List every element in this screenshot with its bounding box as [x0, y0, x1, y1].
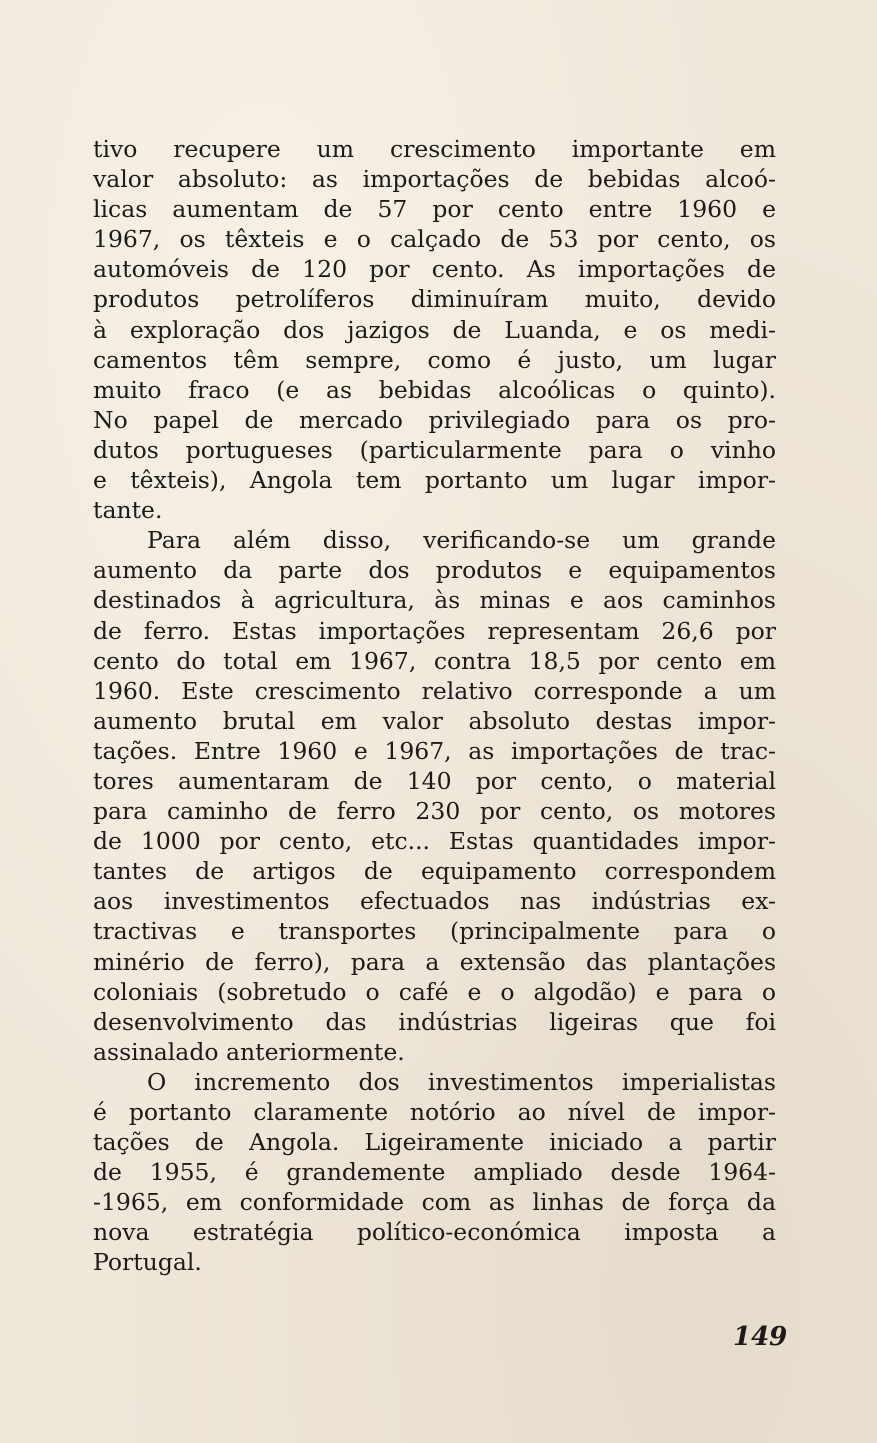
text-line: muito fraco (e as bebidas alcoólicas o quinto). — [93, 375, 776, 404]
page-number: 149 — [733, 1322, 788, 1352]
text-line: desenvolvimento das indústrias ligeiras que foi — [93, 1007, 776, 1036]
text-line: de 1000 por cento, etc... Estas quantidades impor- — [93, 827, 776, 856]
text-line: tações de Angola. Ligeiramente iniciado a partir — [93, 1128, 776, 1157]
text-line: 1960. Este crescimento relativo corresponde a um — [93, 676, 776, 705]
text-line: Portugal. — [93, 1248, 202, 1277]
text-line: aos investimentos efectuados nas indústrias ex- — [93, 887, 776, 916]
text-line: de ferro. Estas importações representam 26,6 por — [93, 616, 776, 645]
text-line: tante. — [93, 496, 163, 525]
text-line: de 1955, é grandemente ampliado desde 1964- — [93, 1158, 776, 1187]
text-line: destinados à agricultura, às minas e aos caminhos — [93, 586, 776, 615]
text-line: tantes de artigos de equipamento correspondem — [93, 857, 776, 886]
text-line: é portanto claramente notório ao nível de impor- — [93, 1098, 776, 1126]
text-line: coloniais (sobretudo o café e o algodão) e para o — [93, 977, 776, 1006]
text-line: produtos petrolíferos diminuíram muito, devido — [93, 285, 776, 314]
text-line: tores aumentaram de 140 por cento, o material — [93, 766, 776, 795]
text-line: tractivas e transportes (principalmente para o — [93, 917, 776, 946]
text-line: Para além disso, verificando-se um grande — [147, 526, 776, 555]
text-line: licas aumentam de 57 por cento entre 1960 e — [93, 195, 776, 224]
text-line: à exploração dos jazigos de Luanda, e os medi- — [93, 315, 776, 344]
text-line: nova estratégia político-económica imposta a — [93, 1218, 776, 1247]
text-line: valor absoluto: as importações de bebidas alcoó- — [93, 165, 776, 194]
text-line: para caminho de ferro 230 por cento, os motores — [93, 797, 776, 826]
text-line: e têxteis), Angola tem portanto um lugar impor- — [93, 466, 776, 495]
text-line: tivo recupere um crescimento importante em — [93, 135, 776, 163]
text-line: No papel de mercado privilegiado para os pro- — [93, 405, 776, 434]
text-line: 1967, os têxteis e o calçado de 53 por cento, os — [93, 225, 776, 254]
text-line: O incremento dos investimentos imperialistas — [147, 1067, 776, 1096]
text-line: dutos portugueses (particularmente para o vinho — [93, 435, 776, 464]
text-line: cento do total em 1967, contra 18,5 por cento em — [93, 646, 776, 675]
text-line: minério de ferro), para a extensão das plantações — [93, 947, 776, 976]
text-line: -1965, em conformidade com as linhas de força da — [93, 1188, 776, 1217]
text-line: camentos têm sempre, como é justo, um lugar — [93, 345, 776, 374]
text-line: aumento da parte dos produtos e equipamentos — [93, 556, 776, 585]
text-line: aumento brutal em valor absoluto destas impor- — [93, 706, 776, 735]
text-line: assinalado anteriormente. — [93, 1037, 405, 1066]
text-line: tações. Entre 1960 e 1967, as importações de trac- — [93, 736, 776, 765]
text-line: automóveis de 120 por cento. As importações de — [93, 255, 776, 284]
body-text — [93, 134, 776, 1278]
